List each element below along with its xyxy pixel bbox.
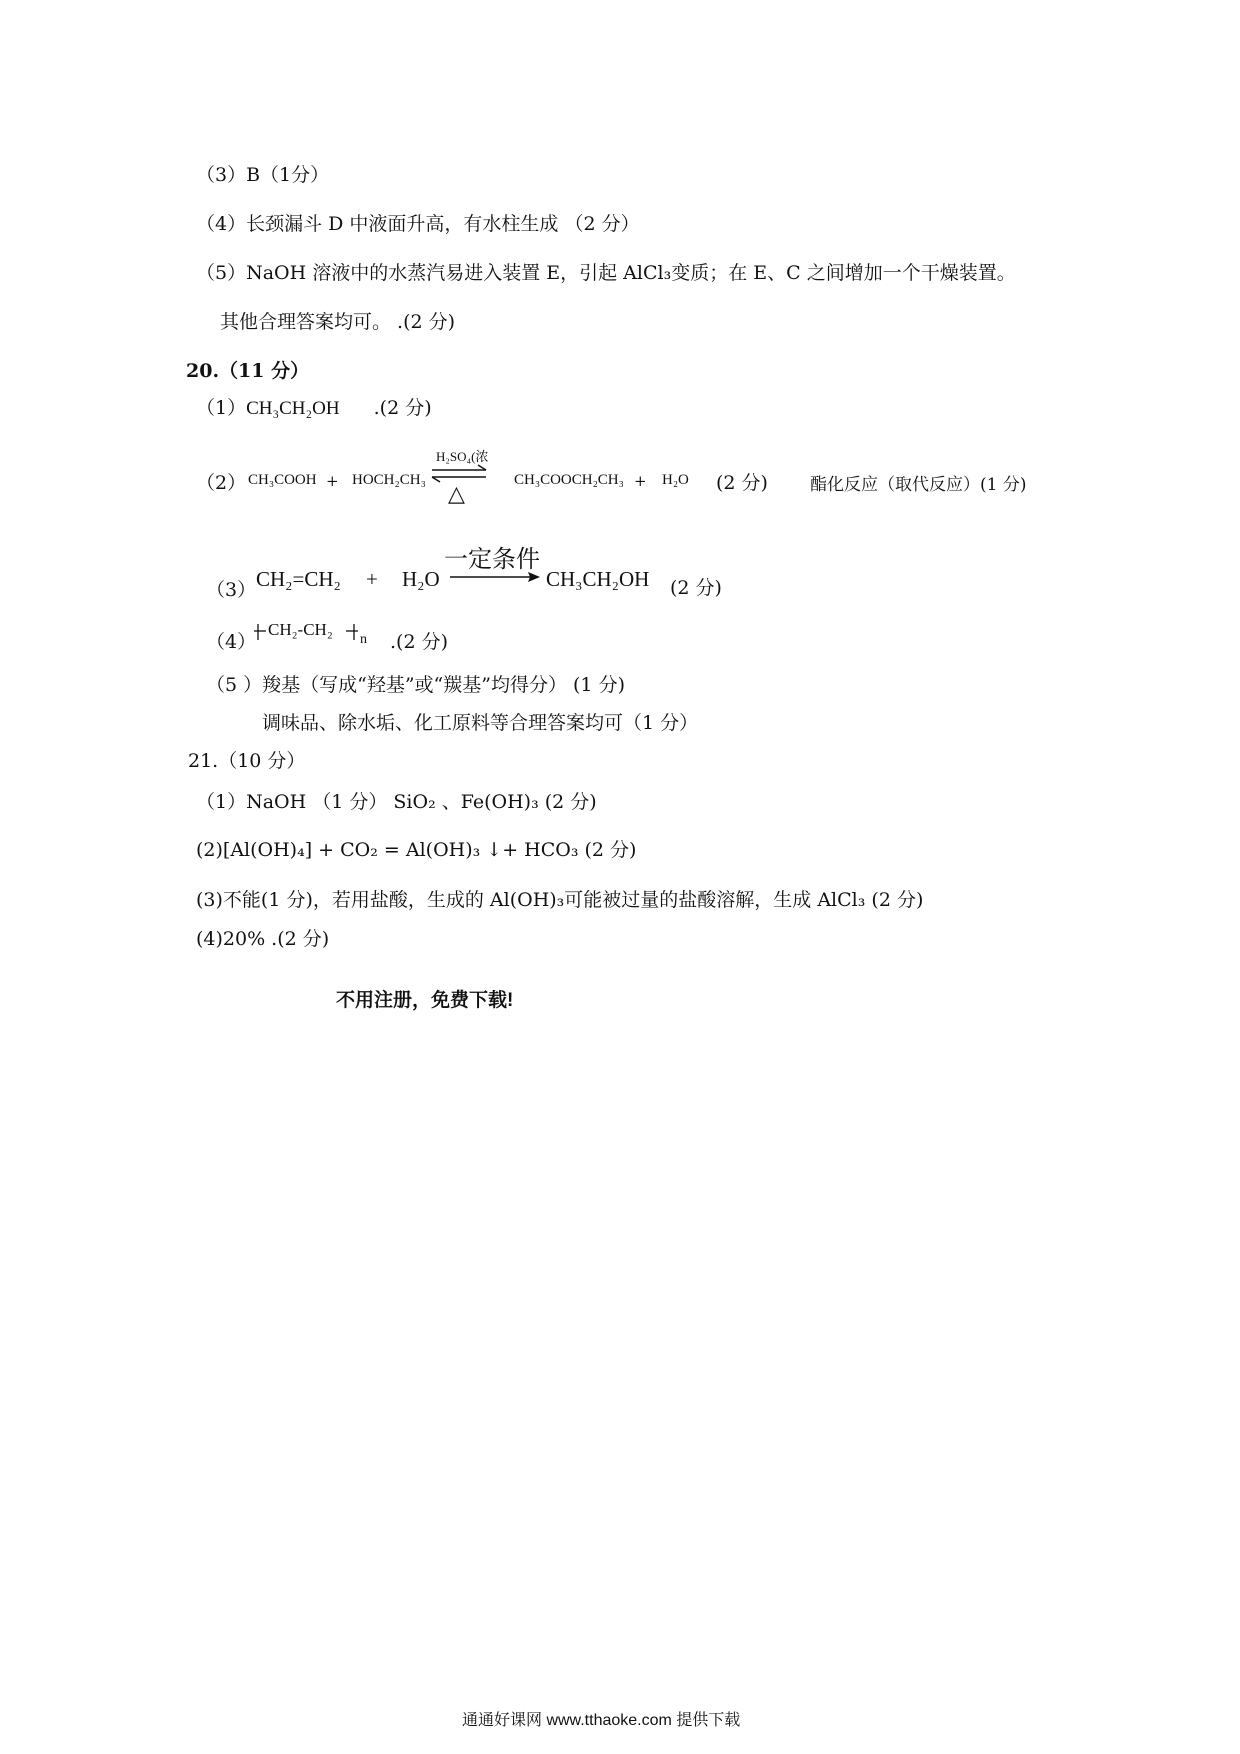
q20-part4-score: .(2 分) xyxy=(390,631,448,653)
equilibrium-arrow-icon xyxy=(430,464,490,484)
q20-part4-label: （4） xyxy=(206,631,257,653)
q20-part5: （5 ）羧基（写成“羟基”或“羰基”均得分） (1 分) xyxy=(206,674,625,696)
reaction-condition: 一定条件 xyxy=(444,545,540,573)
q19-part5: （5）NaOH 溶液中的水蒸汽易进入装置 E，引起 AlCl₃变质；在 E、C 之间增加一个干燥装置。 xyxy=(196,262,1016,284)
q20-part1-formula: CH₃CH₂OH xyxy=(246,398,340,419)
q19-part5-note: 其他合理答案均可。 .(2 分) xyxy=(220,311,456,333)
q20-part3-reaction xyxy=(206,545,766,605)
q21-part4: (4)20% .(2 分) xyxy=(196,928,330,950)
product-ethyl-acetate: CH₃COOCH₂CH₃ xyxy=(514,472,624,488)
q20-part3-label: （3） xyxy=(206,579,257,601)
page-footer: 通通好课网 www.tthaoke.com 提供下载 xyxy=(462,1712,741,1729)
q20-part2-label: （2） xyxy=(196,472,247,494)
promo-text: 不用注册，免费下载! xyxy=(336,990,514,1011)
q20-part1-label: （1） xyxy=(196,397,247,419)
q19-part3: （3）B（1分） xyxy=(196,164,330,186)
q20-part4 xyxy=(206,630,256,654)
q20-heading: 20.（11 分） xyxy=(186,360,310,382)
heat-triangle-icon: △ xyxy=(448,482,465,507)
q20-part5-uses: 调味品、除水垢、化工原料等合理答案均可（1 分） xyxy=(262,712,699,734)
q20-part3-score: (2 分) xyxy=(670,577,722,599)
q19-part4: （4）长颈漏斗 D 中液面升高，有水柱生成 （2 分） xyxy=(196,213,640,235)
q21-part3: (3)不能(1 分)，若用盐酸，生成的 Al(OH)₃可能被过量的盐酸溶解，生成 AlCl₃ (2 分) xyxy=(196,889,924,911)
q20-part1 xyxy=(196,396,432,421)
plus-sign: + xyxy=(326,472,339,490)
plus-sign: + xyxy=(634,472,647,490)
polymer-repeat-unit: CH₂-CH₂ xyxy=(268,620,333,639)
reaction-catalyst: H₂SO₄(浓 xyxy=(436,449,489,464)
reactant-water: H₂O xyxy=(402,567,440,591)
q21-part1: （1）NaOH （1 分） SiO₂ 、Fe(OH)₃ (2 分) xyxy=(196,791,597,813)
product-ethanol: CH₃CH₂OH xyxy=(546,567,650,591)
q20-part2-reaction xyxy=(196,440,1096,520)
reactant-acetic-acid: CH₃COOH xyxy=(248,472,317,488)
polymer-degree-n: n xyxy=(360,632,367,647)
q21-heading: 21.（10 分） xyxy=(188,750,306,772)
reactant-ethylene: CH₂=CH₂ xyxy=(256,567,341,591)
plus-sign: + xyxy=(366,567,378,591)
reaction-arrow-icon xyxy=(450,571,542,583)
q21-part2: (2)[Al(OH)₄] + CO₂ = Al(OH)₃ ↓+ HCO₃ (2 分) xyxy=(196,839,637,861)
q20-part2-reaction-type: 酯化反应（取代反应）(1 分) xyxy=(810,475,1027,495)
q20-part1-score: .(2 分) xyxy=(373,397,432,419)
q20-part2-score: (2 分) xyxy=(716,472,768,494)
polyethylene-structure xyxy=(254,618,374,654)
product-water: H₂O xyxy=(662,472,689,488)
reactant-ethanol: HOCH₂CH₃ xyxy=(352,472,426,488)
